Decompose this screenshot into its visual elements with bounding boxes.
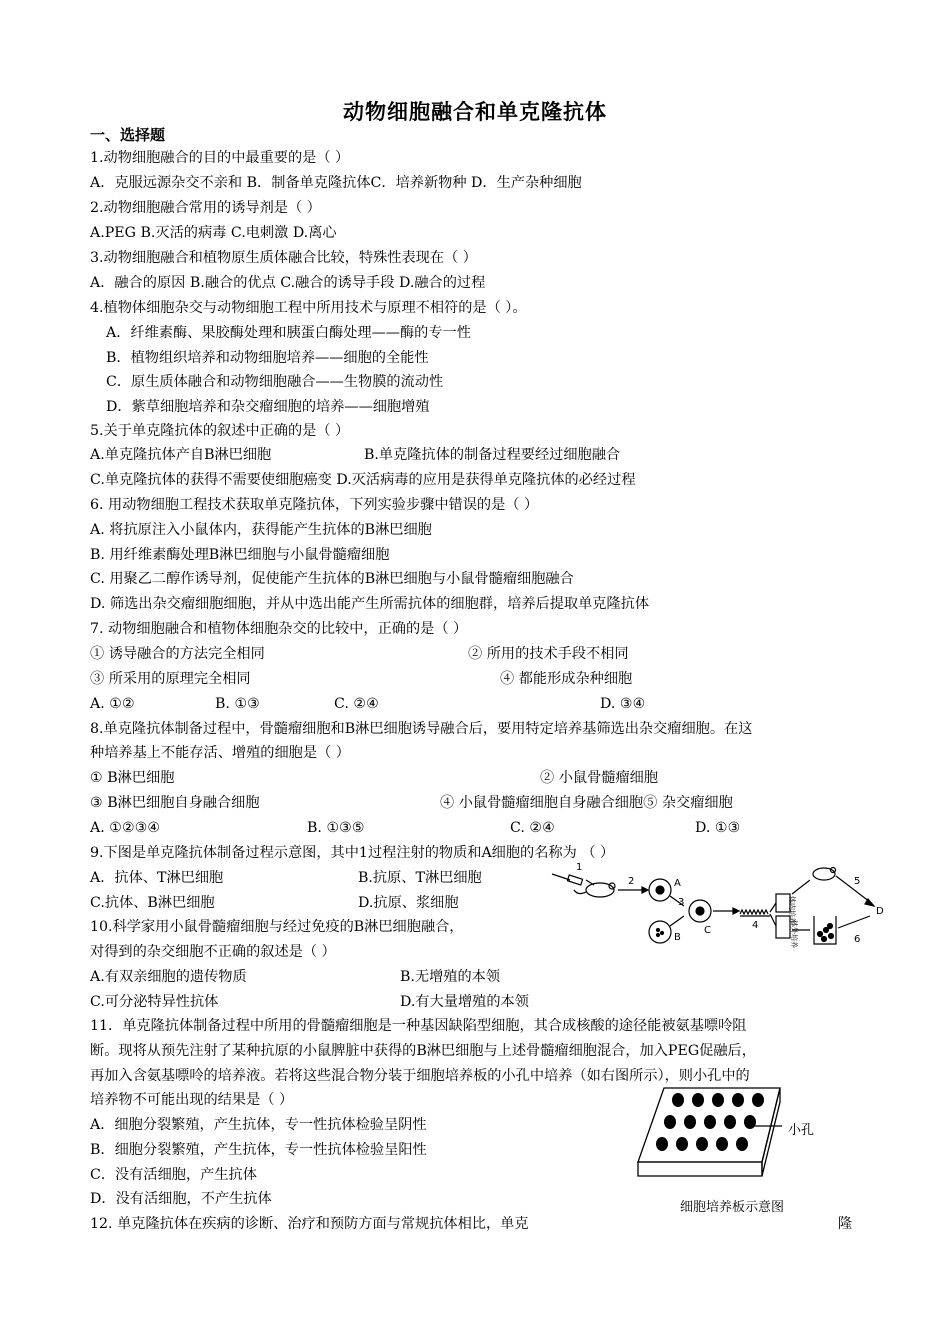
question-5-option-b: B.单克隆抗体的制备过程要经过细胞融合: [364, 447, 621, 463]
mouse-icon: [813, 868, 836, 881]
diagram-label-d: D: [876, 906, 884, 917]
question-7-item-1: ① 诱导融合的方法完全相同: [90, 646, 265, 662]
question-9-option-c: C.抗体、B淋巴细胞: [90, 895, 215, 911]
diagram-label-2: 2: [628, 876, 635, 887]
question-10-option-b: B.无增殖的本领: [400, 969, 501, 985]
question-8-item-2: ② 小鼠骨髓瘤细胞: [540, 770, 659, 786]
question-8-option-a: A. ①②③④: [90, 820, 161, 836]
question-11-option-a: A．细胞分裂繁殖，产生抗体，专一性抗体检验呈阴性: [90, 1117, 427, 1133]
page-title: 动物细胞融合和单克隆抗体: [343, 100, 607, 124]
plate-caption: 细胞培养板示意图: [680, 1200, 785, 1215]
question-7-option-a: A. ①②: [90, 696, 135, 712]
syringe-icon: [552, 874, 583, 885]
diagram-label-6: 6: [854, 934, 861, 945]
question-1-options: A．克服远源杂交不亲和 B．制备单克隆抗体C．培养新物种 D．生产杂种细胞: [90, 175, 582, 191]
question-7-option-d: D. ③④: [600, 696, 646, 712]
diagram-label-4: 4: [752, 920, 759, 931]
question-12-line-1-end: 隆: [838, 1216, 853, 1232]
question-3: 3.动物细胞融合和植物原生质体融合比较，特殊性表现在（ ）: [90, 250, 477, 266]
question-4-option-a: A．纤维素酶、果胶酶处理和胰蛋白酶处理——酶的专一性: [106, 325, 471, 341]
diagram-label-3: 3: [678, 897, 685, 908]
question-12-line-1: 12. 单克隆抗体在疾病的诊断、治疗和预防方面与常规抗体相比，单克: [90, 1216, 529, 1232]
plate-hole-label: 小孔: [788, 1123, 815, 1138]
process-diagram: [548, 858, 888, 950]
cell-b: [649, 921, 671, 943]
question-6-option-d: D. 筛选出杂交瘤细胞细胞，并从中选出能产生所需抗体的细胞群，培养后提取单克隆抗体: [90, 596, 650, 612]
question-6-option-b: B. 用纤维素酶处理B淋巴细胞与小鼠骨髓瘤细胞: [90, 547, 390, 563]
diagram-label-a: A: [674, 878, 681, 889]
question-11-line-3: 再加入含氨基嘌呤的培养液。若将这些混合物分装于细胞培养板的小孔中培养（如右图所示），则小孔中的: [90, 1068, 750, 1084]
diagram-label-5: 5: [854, 876, 861, 887]
question-6-option-c: C. 用聚乙二醇作诱导剂，促使能产生抗体的B淋巴细胞与小鼠骨髓瘤细胞融合: [90, 571, 574, 587]
question-2-options: A.PEG B.灭活的病毒 C.电刺激 D.离心: [90, 225, 337, 241]
question-8-line-1: 8.单克隆抗体制备过程中，骨髓瘤细胞和B淋巴细胞诱导融合后，要用特定培养基筛选出杂交瘤细胞。在这: [90, 721, 753, 737]
question-4: 4.植物体细胞杂交与动物细胞工程中所用技术与原理不相符的是（ ）。: [90, 300, 527, 316]
question-8-item-3: ③ B淋巴细胞自身融合细胞: [90, 795, 260, 811]
diagram-label-1: 1: [576, 862, 583, 873]
question-7-item-4: ④ 都能形成杂种细胞: [500, 671, 633, 687]
question-8-option-d: D. ①③: [695, 820, 741, 836]
question-11-option-c: C．没有活细胞，产生抗体: [90, 1167, 257, 1183]
question-5: 5.关于单克隆抗体的叙述中正确的是（ ）: [90, 423, 350, 439]
question-8-option-c: C. ②④: [510, 820, 555, 836]
question-3-options: A．融合的原因 B.融合的优点 C.融合的诱导手段 D.融合的过程: [90, 275, 486, 291]
question-7-option-b: B. ①③: [215, 696, 260, 712]
beaker-icon: [814, 916, 836, 944]
question-8-items-4-5: ④ 小鼠骨髓瘤细胞自身融合细胞⑤ 杂交瘤细胞: [440, 795, 733, 811]
section-heading: 一、选择题: [90, 126, 166, 144]
question-7-item-3: ③ 所采用的原理完全相同: [90, 671, 251, 687]
question-7-option-c: C. ②④: [334, 696, 379, 712]
question-10-option-d: D.有大量增殖的本领: [400, 994, 529, 1010]
question-8-item-1: ① B淋巴细胞: [90, 770, 175, 786]
question-9-option-a: A．抗体、T淋巴细胞: [90, 870, 224, 886]
question-11-line-1: 11．单克隆抗体制备过程中所用的骨髓瘤细胞是一种基因缺陷型细胞，其合成核酸的途径能被氨基嘌呤阻: [90, 1018, 747, 1034]
question-10-line-1: 10.科学家用小鼠骨髓瘤细胞与经过免疫的B淋巴细胞融合，: [90, 919, 464, 935]
question-6: 6. 用动物细胞工程技术获取单克隆抗体，下列实验步骤中错误的是（ ）: [90, 497, 539, 513]
question-7: 7. 动物细胞融合和植物体细胞杂交的比较中，正确的是（ ）: [90, 621, 468, 637]
question-4-option-b: B．植物组织培养和动物细胞培养——细胞的全能性: [106, 350, 429, 366]
question-2: 2.动物细胞融合常用的诱导剂是（ ）: [90, 200, 321, 216]
question-11-option-d: D．没有活细胞，不产生抗体: [90, 1191, 272, 1207]
plate-wells: [656, 1093, 764, 1151]
question-9: 9.下图是单克隆抗体制备过程示意图，其中1过程注射的物质和A细胞的名称为 （ ）: [90, 845, 615, 861]
question-10-option-c: C.可分泌特异性抗体: [90, 994, 219, 1010]
question-9-option-b: B.抗原、T淋巴细胞: [358, 870, 482, 886]
question-11-option-b: B．细胞分裂繁殖，产生抗体，专一性抗体检验呈阳性: [90, 1142, 427, 1158]
diagram-label-c: C: [704, 925, 711, 936]
question-4-option-c: C．原生质体融合和动物细胞融合——生物膜的流动性: [106, 374, 444, 390]
diagram-box-invitro: 体外培养: [790, 920, 798, 948]
question-5-options-cd: C.单克隆抗体的获得不需要使细胞癌变 D.灭活病毒的应用是获得单克隆抗体的必经过程: [90, 472, 636, 488]
diagram-box-invivo: 体内培养: [788, 896, 796, 924]
question-10-option-a: A.有双亲细胞的遗传物质: [90, 969, 247, 985]
question-4-option-d: D．紫草细胞培养和杂交瘤细胞的培养——细胞增殖: [106, 399, 430, 415]
question-7-item-2: ② 所用的技术手段不相同: [468, 646, 629, 662]
question-6-option-a: A. 将抗原注入小鼠体内，获得能产生抗体的B淋巴细胞: [90, 522, 432, 538]
question-10-line-2: 对得到的杂交细胞不正确的叙述是（ ）: [90, 944, 336, 960]
question-8-option-b: B. ①③⑤: [307, 820, 365, 836]
question-11-line-2: 断。现将从预先注射了某种抗原的小鼠脾脏中获得的B淋巴细胞与上述骨髓瘤细胞混合，加入PEG促融后，: [90, 1043, 756, 1059]
question-11-line-4: 培养物不可能出现的结果是（ ）: [90, 1092, 294, 1108]
diagram-label-b: B: [674, 932, 681, 943]
question-8-line-2: 种培养基上不能存活、增殖的细胞是（ ）: [90, 745, 350, 761]
question-9-option-d: D.抗原、浆细胞: [358, 895, 459, 911]
question-5-option-a: A.单克隆抗体产自B淋巴细胞: [90, 447, 272, 463]
question-1: 1.动物细胞融合的目的中最重要的是（ ）: [90, 150, 350, 166]
